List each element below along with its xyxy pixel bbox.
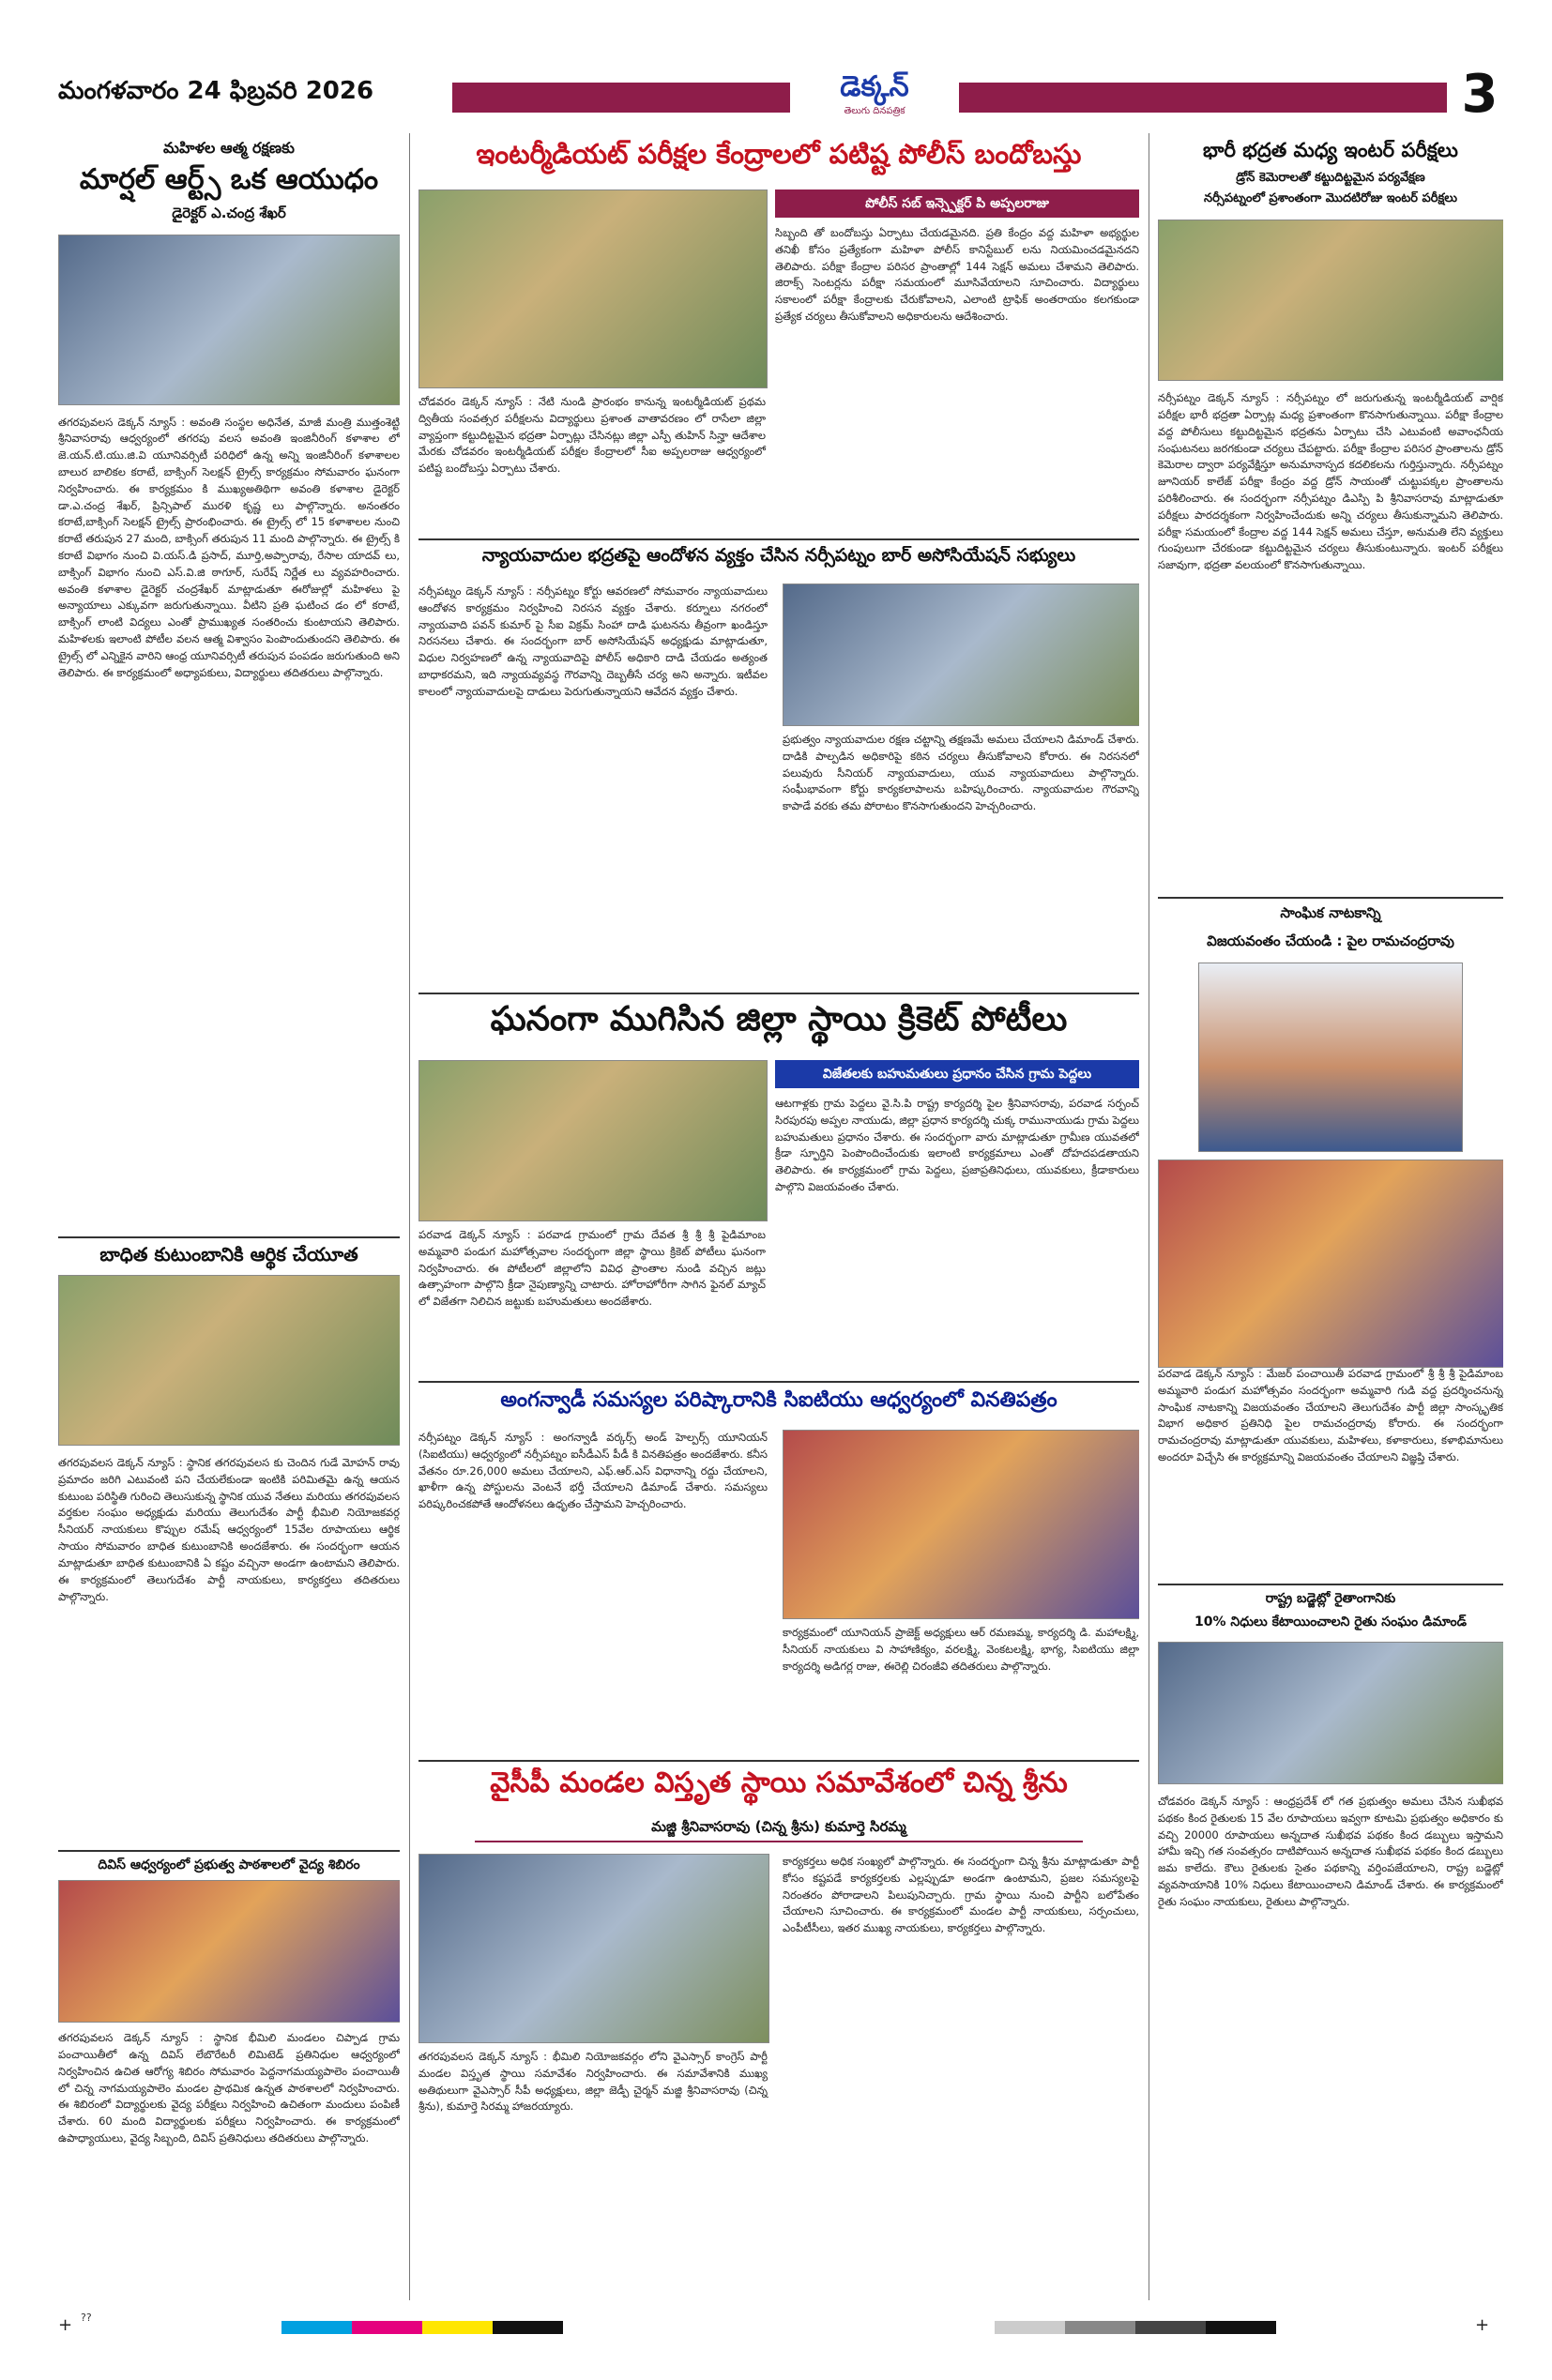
page-number: 3 (1461, 69, 1499, 125)
divider (418, 538, 1139, 540)
masthead-band-right (959, 83, 1447, 113)
article-body-right: కార్యక్రమంలో యూనియన్ ప్రాజెక్ట్ అధ్యక్షులు ఆర్ రమణమ్మ, కార్యదర్శి డి. మహాలక్ష్మి, సీనియర్ నాయకులు వి సాహాణిక్యం, వరలక్ష్మి, వెంకటలక్ష్మి, భాగ్య, సిఐటియు జిల్లా కార్యదర్శి అడిగర్ల రాజు, ఈరెల్లి చిరంజీవి తదితరులు పాల్గొన్నారు. (783, 1626, 1139, 1673)
headline: బాధిత కుటుంబానికి ఆర్థిక చేయూత (99, 1244, 358, 1266)
article-drama-body (1158, 1366, 1503, 1576)
photo-farmers (1158, 1642, 1503, 1784)
article-police (418, 139, 1139, 533)
headline: వైసీపీ మండల విస్తృత స్థాయి సమావేశంలో చిన్న శ్రీను (490, 1767, 1068, 1799)
headline: మార్షల్ ఆర్ట్స్ ఒక ఆయుధం (79, 163, 379, 196)
article-body-left: చోడవరం డెక్కన్ న్యూస్ : నేటి నుండి ప్రారంభం కానున్న ఇంటర్మీడియట్ ప్రథమ ద్వితీయ సంవత్సర పరీక్షలను విద్యార్థులు ప్రశాంత వాతావరణం లో రాసేలా జిల్లా వ్యాప్తంగా కట్టుదిట్టమైన భద్రతా ఏర్పాట్లు చేసినట్లు జిల్లా ఎస్పీ తుహిన్ సిన్హా ఆదేశాల మేరకు చోడవరం ఇంటర్మీడియట్ పరీక్షల కేంద్రాలలో సీఐ అప్పలరాజు ఆధ్వర్యంలో పటిష్ట బందోబస్తు ఏర్పాటు చేశారు. (418, 395, 766, 476)
article-body: తగరపువలస డెక్కన్ న్యూస్ : స్థానిక భీమిలి మండలం చిప్పాడ గ్రామ పంచాయితీలో ఉన్న దివిస్ లేబొరేటరీ లిమిటెడ్ ప్రతినిధుల ఆధ్వర్యంలో నిర్వహించిన ఉచిత ఆరోగ్య శిబిరం సోమవారం పెద్దనాగమయ్యపాలెం పంచాయితీ లో చిన్న నాగమయ్యపాలెం మండల ప్రాథమిక ఉన్నత పాఠశాలలో నిర్వహించారు. ఈ శిబిరంలో విద్యార్థులకు వైద్య పరీక్షలు నిర్వహించి ఉచితంగా మందులు పంపిణీ చేశారు. 60 మంది విద్యార్థులకు పరీక్షలు నిర్వహించారు. ఈ కార్యక్రమంలో ఉపాధ్యాయులు, వైద్య సిబ్బంది, దివిస్ ప్రతినిధులు తదితరులు పాల్గొన్నారు. (58, 2031, 400, 2145)
color-bar (995, 2321, 1276, 2334)
headline-1: సాంఘిక నాటకాన్ని (1280, 904, 1381, 921)
article-family-aid (58, 1244, 400, 1844)
article-body-right: ఆటగాళ్లకు గ్రామ పెద్దలు వై.సి.పి రాష్ట్ర కార్యదర్శి పైల శ్రీనివాసరావు, పరవాడ సర్పంచ్ సిరపురపు అప్పల నాయుడు, జిల్లా ప్రధాన కార్యదర్శి చుక్క రామునాయుడు గ్రామ పెద్దలు బహుమతులు ప్రధానం చేశారు. ఈ సందర్భంగా వారు మాట్లాడుతూ గ్రామీణ యువతలో క్రీడా స్ఫూర్తిని పెంపొందించేందుకు ఇలాంటి కార్యక్రమాలు ఎంతో దోహదపడతాయని తెలిపారు. ఈ కార్యక్రమంలో గ్రామ పెద్దలు, ప్రజాప్రతినిధులు, యువకులు, క్రీడాకారులు పాల్గొని విజయవంతం చేశారు. (775, 1097, 1139, 1194)
article-body-left: పరవాడ డెక్కన్ న్యూస్ : పరవాడ గ్రామంలో గ్రామ దేవత శ్రీ శ్రీ శ్రీ పైడిమాంబ అమ్మవారి పండుగ మహోత్సవాల సందర్భంగా జిల్లా స్థాయి క్రికెట్ పోటీలు ఘనంగా నిర్వహించారు. ఈ పోటీలలో జిల్లాలోని వివిధ ప్రాంతాల నుండి వచ్చిన జట్లు ఉత్సాహంగా పాల్గొని క్రీడా నైపుణ్యాన్ని చాటారు. హోరాహోరీగా సాగిన ఫైనల్ మ్యాచ్ లో విజేతగా నిలిచిన జట్టుకు బహుమతులు అందజేశారు. (418, 1228, 766, 1309)
article-body-right: కార్యకర్తలు అధిక సంఖ్యలో పాల్గొన్నారు. ఈ సందర్భంగా చిన్న శ్రీను మాట్లాడుతూ పార్టీ కోసం కష్టపడే కార్యకర్తలకు ఎల్లప్పుడూ అండగా ఉంటామని, ప్రజల సమస్యలపై నిరంతరం పోరాడాలని పిలుపునిచ్చారు. గ్రామ స్థాయి నుంచి పార్టీని బలోపేతం చేయాలని సూచించారు. ఈ కార్యక్రమంలో మండల పార్టీ నాయకులు, సర్పంచులు, ఎంపీటీసీలు, ఇతర ముఖ్య నాయకులు, కార్యకర్తలు పాల్గొన్నారు. (783, 1855, 1139, 1935)
kicker: మహిళల ఆత్మ రక్షణకు (163, 139, 295, 157)
headline: న్యాయవాదుల భద్రతపై ఆందోళన వ్యక్తం చేసిన నర్సీపట్నం బార్ అసోసియేషన్ సభ్యులు (481, 546, 1076, 566)
subhead-2: నర్సీపట్నంలో ప్రశాంతంగా మొదటిరోజు ఇంటర్ పరీక్షలు (1203, 191, 1457, 206)
article-body-left: నర్సీపట్నం డెక్కన్ న్యూస్ : అంగన్వాడీ వర్కర్స్ అండ్ హెల్పర్స్ యూనియన్ (సిఐటియు) ఆధ్వర్యంలో నర్సీపట్నం ఐసీడీఎస్ పీడీ కి వినతిపత్రం అందజేశారు. కనీస వేతనం రూ.26,000 అమలు చేయాలని, ఎఫ్.ఆర్.ఎస్ విధానాన్ని రద్దు చేయాలని, ఖాళీగా ఉన్న పోస్టులను వెంటనే భర్తీ చేయాలని డిమాండ్ చేశారు. సమస్యలు పరిష్కరించకపోతే ఆందోళనలు ఉధృతం చేస్తామని హెచ్చరించారు. (418, 1431, 768, 1511)
article-anganwadi (418, 1388, 1139, 1754)
ribbon: పోలీస్ సబ్ ఇన్స్పెక్టర్ పి అప్పలరాజు (775, 189, 1139, 218)
article-body-left: తగరపువలస డెక్కన్ న్యూస్ : భీమిలి నియోజకవర్గం లోని వైఎస్సార్ కాంగ్రెస్ పార్టీ మండల విస్తృత స్థాయి సమావేశం నిర్వహించారు. ఈ సమావేశానికి ముఖ్య అతిథులుగా వైఎస్సార్ సీపీ అధ్యక్షులు, జిల్లా జెడ్పీ చైర్మన్ మజ్జి శ్రీనివాసరావు (చిన్న శ్రీను), కుమార్తె సిరమ్మ హాజరయ్యారు. (418, 2050, 768, 2114)
logo (799, 69, 950, 126)
registration-mark: + (1475, 2315, 1490, 2335)
divider (418, 1381, 1139, 1383)
photo-security (1158, 220, 1503, 381)
headline-1: రాష్ట్ర బడ్జెట్లో రైతాంగానికు (1265, 1591, 1396, 1606)
photo-portrait (1198, 963, 1463, 1152)
divider (1158, 1584, 1503, 1585)
photo-ysrcp (418, 1854, 769, 2043)
photo-police (418, 189, 768, 388)
article-lawyers (418, 546, 1139, 987)
photo-medical-camp (58, 1880, 400, 2023)
article-ysrcp (418, 1767, 1139, 2302)
article-farmers (1158, 1591, 1503, 2300)
article-body-right: ప్రభుత్వం న్యాయవాదుల రక్షణ చట్టాన్ని తక్షణమే అమలు చేయాలని డిమాండ్ చేశారు. దాడికి పాల్పడిన అధికారిపై కఠిన చర్యలు తీసుకోవాలని కోరారు. ఈ నిరసనలో పలువురు సీనియర్ న్యాయవాదులు, యువ న్యాయవాదులు పాల్గొన్నారు. సంఘీభావంగా కోర్టు కార్యకలాపాలను బహిష్కరించారు. న్యాయవాదుల గౌరవాన్ని కాపాడే వరకు తమ పోరాటం కొనసాగుతుందని హెచ్చరించారు. (783, 733, 1139, 813)
article-martial-arts (58, 139, 400, 1227)
headline: దివిస్ ఆధ్వర్యంలో ప్రభుత్వ పాఠశాలలో వైద్య శిబిరం (98, 1857, 360, 1872)
subhead-1: డ్రోన్ కెమెరాలతో కట్టుదిట్టమైన పర్యవేక్షణ (1236, 171, 1425, 186)
headline-2: 10% నిధులు కేటాయించాలని రైతు సంఘం డిమాండ్ (1194, 1614, 1467, 1630)
article-body: పరవాడ డెక్కన్ న్యూస్ : మేజర్ పంచాయితీ పరవాడ గ్రామంలో శ్రీ శ్రీ శ్రీ పైడిమాంబ అమ్మవారి పండుగ మహోత్సవం సందర్భంగా అమ్మవారి గుడి వద్ద ప్రదర్శించనున్న సాంఘిక నాటకాన్ని విజయవంతం చేయాలని తెలుగుదేశం పార్టీ జిల్లా సాంస్కృతిక విభాగ అధికార ప్రతినిధి పైల రామచంద్రరావు కోరారు. ఈ సందర్భంగా రామచంద్రరావు మాట్లాడుతూ యువకులు, మహిళలు, కళాకారులు, కళాభిమానులు అందరూ విచ్చేసి ఈ కార్యక్రమాన్ని విజయవంతం చేయాలని విజ్ఞప్తి చేశారు. (1158, 1367, 1503, 1464)
headline: ఘనంగా ముగిసిన జిల్లా స్థాయి క్రికెట్ పోటీలు (490, 1000, 1068, 1038)
masthead (58, 69, 1503, 126)
article-body-right: సిబ్బంది తో బందోబస్తు ఏర్పాటు చేయడమైనది. ప్రతి కేంద్రం వద్ద మహిళా అభ్యర్థుల తనిఖీ కోసం ప్రత్యేకంగా మహిళా పోలీస్ కానిస్టేబుల్ లను నియమించడమైనదని తెలిపారు. పరీక్షా కేంద్రాల పరిసర ప్రాంతాల్లో 144 సెక్షన్ అమలు చేశామని తెలిపారు. జిరాక్స్ సెంటర్లను పరీక్షా సమయంలో మూసివేయాలని సూచించారు. విద్యార్థులు సకాలంలో పరీక్షా కేంద్రాలకు చేరుకోవాలని, ఎలాంటి ట్రాఫిక్ అంతరాయం కలగకుండా ప్రత్యేక చర్యలు తీసుకోవాలని అధికారులను ఆదేశించారు. (775, 226, 1139, 324)
article-cricket (418, 1000, 1139, 1375)
article-medical-camp (58, 1857, 400, 2298)
column-rule (409, 133, 410, 2300)
headline-2: విజయవంతం చేయండి : పైల రామచంద్రరావు (1207, 932, 1454, 949)
article-security (1158, 139, 1503, 889)
ribbon: విజేతలకు బహుమతులు ప్రధానం చేసిన గ్రామ పెద్దలు (775, 1060, 1139, 1088)
divider (58, 1850, 400, 1852)
logo-text: డెక్కన్ (840, 70, 909, 103)
headline: భారీ భద్రత మధ్య ఇంటర్ పరీక్షలు (1203, 139, 1458, 161)
photo-lawyers (783, 584, 1139, 726)
page-mark: ?? (81, 2312, 92, 2324)
ribbon: మజ్జి శ్రీనివాసరావు (చిన్న శ్రీను) కుమార్తె సిరమ్మ (475, 1812, 1083, 1842)
photo-anganwadi (783, 1430, 1139, 1619)
article-body: తగరపువలస డెక్కన్ న్యూస్ : స్థానిక తగరపువలస కు చెందిన గుడే మోహన్ రావు ప్రమాదం జరిగి ఎటువంటి పని చేయలేకుండా ఇంటికి పరిమితమై ఉన్న ఆయన కుటుంబ పరిస్థితి గురించి తెలుసుకున్న స్థానిక యువ నేతలు మరియు తగరపువలస వర్తకుల సంఘం అధ్యక్షుడు మరియు తెలుగుదేశం పార్టీ భీమిలి నియోజకవర్గ సీనియర్ నాయకులు కొప్పుల రమేష్ ఆధ్వర్యంలో 15వేల రూపాయలు ఆర్థిక సాయం సోమవారం బాధిత కుటుంబానికి అందజేశారు. ఈ సందర్భంగా ఆయన మాట్లాడుతూ బాధిత కుటుంబానికి ఏ కష్టం వచ్చినా అండగా ఉంటామని తెలిపారు. ఈ కార్యక్రమంలో తెలుగుదేశం పార్టీ నాయకులు, కార్యకర్తలు తదితరులు పాల్గొన్నారు. (58, 1456, 400, 1603)
masthead-band (452, 83, 790, 113)
article-body-left: నర్సీపట్నం డెక్కన్ న్యూస్ : నర్సీపట్నం కోర్టు ఆవరణలో సోమవారం న్యాయవాదులు ఆందోళన కార్యక్రమం నిర్వహించి నిరసన వ్యక్తం చేశారు. కర్నూలు నగరంలో న్యాయవాది పవన్ కుమార్ పై సీఐ విక్రమ్ సింహా దాడి ఘటనను తీవ్రంగా ఖండిస్తూ నిరసనలు చేశారు. ఈ సందర్భంగా బార్ అసోసియేషన్ అధ్యక్షుడు మాట్లాడుతూ, విధుల నిర్వహణలో ఉన్న న్యాయవాదిపై పోలీస్ అధికారి దాడి చేయడం అత్యంత బాధాకరమని, ఇది న్యాయవ్యవస్థ గౌరవాన్ని దెబ్బతీసే చర్య అని అన్నారు. ఇటీవల కాలంలో న్యాయవాదులపై దాడులు పెరుగుతున్నాయని ఆవేదన వ్యక్తం చేశారు. (418, 584, 768, 698)
article-body: తగరపువలస డెక్కన్ న్యూస్ : అవంతి సంస్థల అధినేత, మాజీ మంత్రి ముత్తంశెట్టి శ్రీనివాసరావు ఆధ్వర్యంలో తగరపు వలస అవంతి ఇంజినీరింగ్ కళాశాల లో జె.యన్.టి.యు.జి.వి యూనివర్సిటీ పరిధిలో ఉన్న అన్ని ఇంజినీరింగ్ కళాశాలల బాలుర బాలికల కరాటే, బాక్సింగ్ సెలక్షన్ ట్రైల్స్ కార్యక్రమం సోమవారం ఘనంగా నిర్వహించారు. ఈ కార్యక్రమం కి ముఖ్యఅతిథిగా అవంతి కళాశాల డైరెక్టర్ డా.ఎ.చంద్ర శేఖర్, ప్రిన్సిపాల్ మురళి కృష్ణ లు పాల్గొన్నారు. అనంతరం కరాటే,బాక్సింగ్ సెలక్షన్ ట్రైల్స్ ప్రారంభించారు. ఈ ట్రైల్స్ లో 15 కళాశాలల నుంచి కరాటే తరుపున 27 మంది, బాక్సింగ్ తరుపున 11 మంది పాల్గొన్నారు. ఈ ట్రైల్స్ కి కరాటే విభాగం నుంచి వి.యస్.డి ప్రసాద్, మూర్తి,అప్పారావు, రేసాల యాదవ్ లు, బాక్సింగ్ విభాగం నుంచి ఎస్.వి.జి ఠాగూర్, సురేష్ నిర్ణేత లు వ్యవహరించారు. అవంతి కళాశాల డైరెక్టర్ చంద్రశేఖర్ మాట్లాడుతూ ఈరోజుల్లో మహిళలు పై అన్యాయాలు ఎక్కువగా జరుగుతున్నాయి. వీటిని ప్రతి ఘటించ డం లో కరాటే, బాక్సింగ్ లాంటి విద్యలు ఎంతో ప్రాముఖ్యత సంతరించు కుంటాయని తెలిపారు. మహిళలకు ఇలాంటి పోటీల వలన ఆత్మ విశ్వాసం పెంపొందుతుందని తెలిపారు. ఈ ట్రైల్స్ లో ఎన్నికైన వారిని ఆంధ్ర యూనివర్సిటీ తరుపున పంపడం జరుగుతుంది అని తెలిపారు. ఈ కార్యక్రమంలో అధ్యాపకులు, విద్యార్థులు తదితరులు పాల్గొన్నారు. (58, 415, 400, 679)
byline: డైరెక్టర్ ఎ.చంద్ర శేఖర్ (172, 204, 286, 221)
divider (58, 1236, 400, 1238)
headline: ఇంటర్మీడియట్ పరీక్షల కేంద్రాలలో పటిష్ట పోలీస్ బందోబస్తు (476, 139, 1082, 170)
divider (418, 993, 1139, 994)
color-bar (281, 2321, 563, 2334)
logo-tagline: తెలుగు దినపత్రిక (844, 106, 905, 116)
photo-martial-arts (58, 235, 400, 405)
photo-poster (1158, 1160, 1503, 1368)
photo-cricket (418, 1060, 768, 1221)
headline: అంగన్వాడీ సమస్యల పరిష్కారానికి సిఐటియు ఆధ్వర్యంలో వినతిపత్రం (500, 1388, 1057, 1412)
article-body: నర్సీపట్నం డెక్కన్ న్యూస్ : నర్సీపట్నం లో జరుగుతున్న ఇంటర్మీడియట్ వార్షిక పరీక్షల భారీ భద్రతా ఏర్పాట్ల మధ్య ప్రశాంతంగా కొనసాగుతున్నాయి. పరీక్షా కేంద్రాల వద్ద పోలీసులు కట్టుదిట్టమైన భద్రతను ఏర్పాటు చేసి ఎటువంటి అవాంఛనీయ సంఘటనలు జరగకుండా చర్యలు చేపట్టారు. పరీక్షా కేంద్రాల పరిసర ప్రాంతాలను డ్రోన్ కెమెరాల ద్వారా పర్యవేక్షిస్తూ అనుమానాస్పద కదలికలను గుర్తిస్తున్నారు. నర్సీపట్నం జూనియర్ కాలేజ్ పరీక్షా కేంద్రం వద్ద డ్రోన్ సాయంతో చుట్టుపక్కల ప్రాంతాలను పరిశీలించారు. ఈ సందర్భంగా నర్సీపట్నం డిఎస్పి పి శ్రీనివాసరావు మాట్లాడుతూ పరీక్షలు పారదర్శకంగా నిర్వహించేందుకు అన్ని చర్యలు తీసుకున్నామని తెలిపారు. పరీక్షా సమయంలో కేంద్రాల వద్ద 144 సెక్షన్ అమలు చేస్తూ, అనుమతి లేని వ్యక్తులు గుంపులుగా చేరకుండా కట్టుదిట్టమైన చర్యలు తీసుకుంటున్నారు. ఇంటర్ పరీక్షలు సజావుగా, భద్రతా వలయంలో కొనసాగుతున్నాయి. (1158, 391, 1503, 572)
article-body: చోడవరం డెక్కన్ న్యూస్ : ఆంధ్రప్రదేశ్ లో గత ప్రభుత్వం అమలు చేసిన సుఖీభవ పథకం కింద రైతులకు 15 వేల రూపాయలు ఇవ్వగా కూటమి ప్రభుత్వం అధికారం కు వచ్చి 20000 రూపాయలు అన్నదాత సుఖీభవ పథకం కింద డబ్బులు ఇస్తామని హామీ ఇచ్చి గత సంవత్సరం దాటిపోయిన అన్నదాత సుఖీభవ పథకం కింద డబ్బులు జమ కాలేదు. కౌలు రైతులకు సైతం పథకాన్ని వర్తింపజేయాలని, రాష్ట్ర బడ్జెట్లో వ్యవసాయానికి 10% నిధులు కేటాయించాలని డిమాండ్ చేశారు. ఈ కార్యక్రమంలో రైతు సంఘం నాయకులు, రైతులు పాల్గొన్నారు. (1158, 1795, 1503, 1908)
date-line: మంగళవారం 24 ఫిబ్రవరి 2026 (58, 77, 374, 105)
photo-family-aid (58, 1275, 400, 1446)
registration-mark: + (58, 2315, 73, 2335)
divider (1158, 897, 1503, 899)
divider (418, 1760, 1139, 1762)
